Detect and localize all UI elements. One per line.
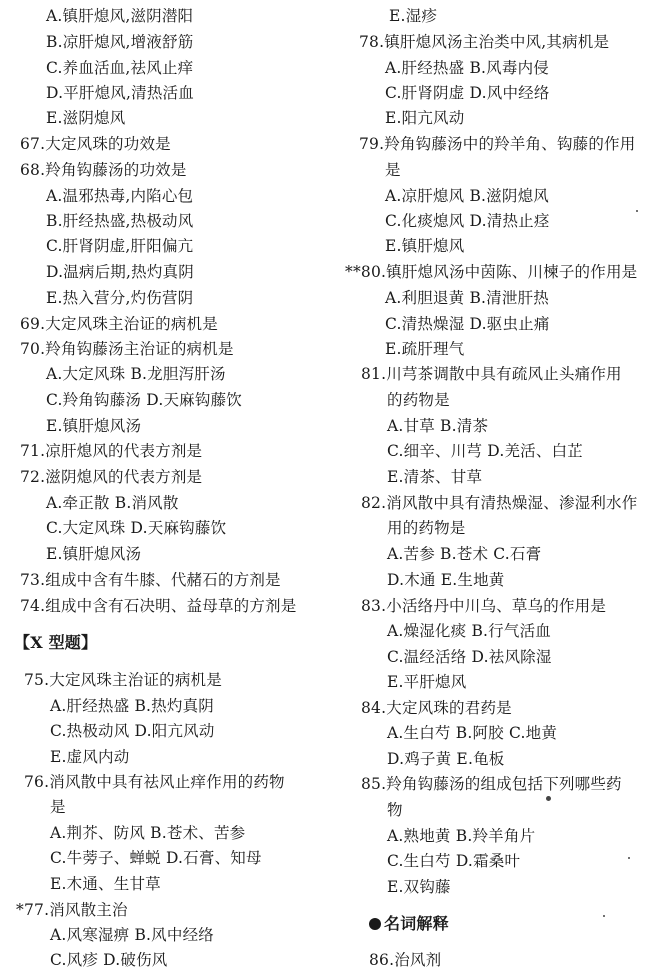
line-text: A.荆芥、防风 B.苍术、苦参 [50, 824, 246, 842]
question-line [385, 186, 549, 206]
question-line [387, 544, 541, 564]
scan-speck [603, 915, 605, 917]
scan-speck [628, 857, 630, 859]
question-line [385, 211, 550, 231]
line-text: 81.川芎茶调散中具有疏风止头痛作用 [361, 365, 622, 383]
line-text: C.清热燥湿 D.驱虫止痛 [385, 315, 550, 333]
line-text: E.双钩藤 [387, 878, 451, 896]
question-line [46, 211, 193, 231]
line-text: 85.羚角钩藤汤的组成包括下列哪些药 [361, 775, 622, 793]
question-line [20, 467, 202, 487]
question-line [20, 339, 234, 359]
question-line [387, 390, 450, 410]
line-text: E.滋阴熄风 [46, 109, 126, 127]
question-line [46, 6, 193, 26]
line-text: A.燥湿化痰 B.行气活血 [387, 622, 551, 640]
bullet-icon [369, 918, 381, 930]
question-line [50, 747, 129, 767]
question-line [361, 364, 622, 384]
line-text: 的药物是 [387, 391, 450, 409]
question-line [50, 823, 245, 843]
line-text: D.鸡子黄 E.龟板 [387, 750, 505, 768]
line-text: 70.羚角钩藤汤主治证的病机是 [20, 340, 234, 358]
question-line [387, 467, 482, 487]
question-line [385, 339, 464, 359]
line-text: A.牵正散 B.消风散 [46, 494, 179, 512]
line-text: A.镇肝熄风,滋阴潜阳 [46, 7, 194, 25]
question-line [16, 900, 128, 920]
line-text: D.平肝熄风,清热活血 [46, 84, 194, 102]
question-line [387, 877, 451, 897]
question-line [24, 772, 285, 792]
question-line [387, 826, 535, 846]
line-text: C.热极动风 D.阳亢风动 [50, 722, 215, 740]
question-line [46, 58, 193, 78]
question-line [46, 544, 141, 564]
question-line [46, 390, 242, 410]
question-line [387, 749, 504, 769]
line-text: 67.大定风珠的功效是 [20, 135, 171, 153]
question-line [387, 518, 466, 538]
line-text: 73.组成中含有牛膝、代赭石的方剂是 [20, 571, 281, 589]
question-line [46, 32, 193, 52]
question-line [46, 493, 179, 513]
line-text: E.清茶、甘草 [387, 468, 483, 486]
question-line [385, 236, 464, 256]
question-line [361, 774, 622, 794]
question-line [387, 441, 583, 461]
question-line [50, 874, 161, 894]
line-text: 是 [385, 161, 401, 179]
line-text: D.木通 E.生地黄 [387, 571, 505, 589]
line-text: 86.治风剂 [369, 951, 442, 969]
line-text: 物 [387, 801, 403, 819]
line-text: E.热入营分,灼伤营阴 [46, 289, 194, 307]
line-text: A.凉肝熄风 B.滋阴熄风 [385, 187, 549, 205]
line-text: E.虚风内动 [50, 748, 130, 766]
question-line [50, 950, 167, 970]
line-text: B.肝经热盛,热极动风 [46, 212, 194, 230]
question-line [361, 698, 512, 718]
line-text: 用的药物是 [387, 519, 466, 537]
line-text: C.风疹 D.破伤风 [50, 951, 168, 969]
question-line [50, 696, 214, 716]
question-line [46, 288, 193, 308]
line-text: E.阳亢风动 [385, 109, 465, 127]
question-line [389, 6, 437, 26]
line-text: A.肝经热盛 B.热灼真阴 [50, 697, 214, 715]
question-line [46, 364, 226, 384]
question-line [387, 570, 504, 590]
question-line [46, 83, 194, 103]
line-text: 72.滋阴熄风的代表方剂是 [20, 468, 203, 486]
question-line [46, 262, 194, 282]
line-text: A.甘草 B.清茶 [387, 417, 489, 435]
question-line [385, 288, 549, 308]
question-line [46, 236, 193, 256]
line-text: 69.大定风珠主治证的病机是 [20, 315, 218, 333]
question-line [20, 134, 171, 154]
question-line [361, 596, 606, 616]
line-text: E.平肝熄风 [387, 673, 467, 691]
line-text: A.肝经热盛 B.风毒内侵 [385, 59, 549, 77]
line-text: 75.大定风珠主治证的病机是 [24, 671, 222, 689]
line-text: 79.羚角钩藤汤中的羚羊角、钩藤的作用 [359, 135, 636, 153]
line-text: E.湿疹 [389, 7, 438, 25]
line-text: 是 [50, 798, 66, 816]
question-line [46, 186, 193, 206]
question-line [50, 925, 214, 945]
line-text: A.苦参 B.苍术 C.石膏 [387, 545, 542, 563]
line-text: C.牛蒡子、蝉蜕 D.石膏、知母 [50, 849, 262, 867]
question-line [385, 58, 549, 78]
question-line [387, 851, 520, 871]
scan-speck [636, 210, 638, 212]
question-line [46, 416, 141, 436]
line-text: E.木通、生甘草 [50, 875, 161, 893]
section-heading [369, 914, 449, 934]
line-text: D.温病后期,热灼真阴 [46, 263, 194, 281]
line-text: C.羚角钩藤汤 D.天麻钩藤饮 [46, 391, 242, 409]
question-line [24, 670, 222, 690]
question-line [20, 160, 187, 180]
line-text: **80.镇肝熄风汤中茵陈、川楝子的作用是 [345, 263, 638, 281]
line-text: C.温经活络 D.祛风除湿 [387, 648, 552, 666]
line-text: A.大定风珠 B.龙胆泻肝汤 [46, 365, 226, 383]
question-line [369, 950, 441, 970]
question-line [385, 314, 550, 334]
line-text: C.肝肾阴虚,肝阳偏亢 [46, 237, 194, 255]
question-line [359, 134, 635, 154]
question-line [361, 493, 637, 513]
line-text: A.生白芍 B.阿胶 C.地黄 [387, 724, 558, 742]
question-line [46, 108, 125, 128]
question-line [345, 262, 637, 282]
line-text: A.温邪热毒,内陷心包 [46, 187, 194, 205]
question-line [385, 83, 550, 103]
line-text: B.凉肝熄风,增液舒筋 [46, 33, 194, 51]
scan-speck [546, 796, 551, 801]
question-line [387, 723, 557, 743]
question-line [50, 848, 262, 868]
line-text: 71.凉肝熄风的代表方剂是 [20, 442, 203, 460]
question-line [46, 518, 226, 538]
question-line [385, 160, 401, 180]
question-line [387, 672, 466, 692]
line-text: 74.组成中含有石决明、益母草的方剂是 [20, 597, 297, 615]
line-text: *77.消风散主治 [16, 901, 128, 919]
line-text: 78.镇肝熄风汤主治类中风,其病机是 [359, 33, 610, 51]
question-line [50, 721, 215, 741]
line-text: 84.大定风珠的君药是 [361, 699, 512, 717]
question-line [20, 441, 202, 461]
question-line [50, 797, 66, 817]
line-text: 【X 型题】 [14, 633, 98, 652]
line-text: C.大定风珠 D.天麻钩藤饮 [46, 519, 227, 537]
line-text: A.熟地黄 B.羚羊角片 [387, 827, 536, 845]
line-text: C.细辛、川芎 D.羌活、白芷 [387, 442, 583, 460]
question-line [387, 647, 552, 667]
line-text: 68.羚角钩藤汤的功效是 [20, 161, 187, 179]
line-text: C.生白芍 D.霜桑叶 [387, 852, 521, 870]
line-text: 83.小活络丹中川乌、草乌的作用是 [361, 597, 607, 615]
section-heading [14, 633, 97, 653]
line-text: C.化痰熄风 D.清热止痉 [385, 212, 550, 230]
line-text: E.镇肝熄风 [385, 237, 465, 255]
question-line [20, 596, 296, 616]
question-line [359, 32, 609, 52]
line-text: A.利胆退黄 B.清泄肝热 [385, 289, 549, 307]
line-text: E.疏肝理气 [385, 340, 465, 358]
line-text: C.肝肾阴虚 D.风中经络 [385, 84, 550, 102]
line-text: 76.消风散中具有祛风止痒作用的药物 [24, 773, 285, 791]
line-text: E.镇肝熄风汤 [46, 417, 142, 435]
question-line [20, 314, 218, 334]
line-text: A.风寒湿痹 B.风中经络 [50, 926, 214, 944]
line-text: E.镇肝熄风汤 [46, 545, 142, 563]
question-line [387, 416, 488, 436]
line-text: 名词解释 [384, 914, 449, 933]
line-text: C.养血活血,祛风止痒 [46, 59, 194, 77]
line-text: 82.消风散中具有清热燥湿、渗湿利水作 [361, 494, 638, 512]
question-line [385, 108, 464, 128]
question-line [387, 800, 403, 820]
question-line [387, 621, 551, 641]
question-line [20, 570, 281, 590]
